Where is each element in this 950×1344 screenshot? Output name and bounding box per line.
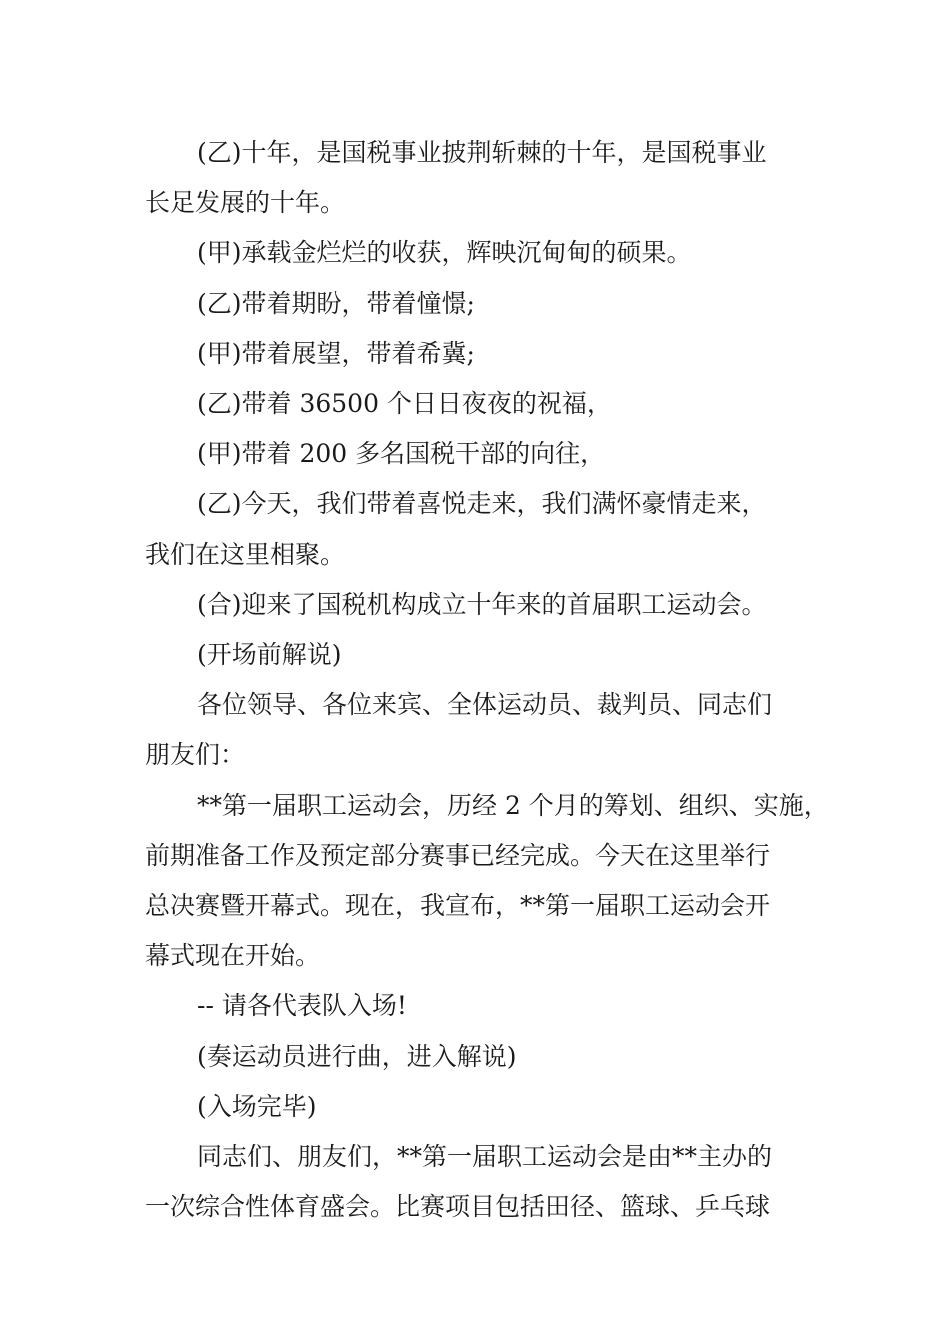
document-body — [145, 128, 829, 1232]
text-line: 各位领导、各位来宾、全体运动员、裁判员、同志们 — [197, 690, 773, 720]
paragraph-3 — [145, 279, 817, 329]
text-line: (奏运动员进行曲，进入解说) — [197, 1041, 517, 1071]
paragraph-13 — [145, 1032, 817, 1082]
paragraph-6 — [145, 429, 817, 479]
paragraph-5 — [145, 379, 817, 429]
paragraph-4 — [145, 329, 817, 379]
text-line: 总决赛暨开幕式。现在，我宣布，**第一届职工运动会开 — [145, 891, 771, 921]
paragraph-7 — [145, 479, 817, 579]
text-line: (乙)十年，是国税事业披荆斩棘的十年，是国税事业 — [197, 138, 767, 167]
paragraph-14 — [145, 1082, 817, 1132]
text-line: 一次综合性体育盛会。比赛项目包括田径、篮球、乒乓球 — [145, 1192, 771, 1222]
text-line: (甲)承载金烂烂的收获，辉映沉甸甸的硕果。 — [197, 238, 692, 268]
text-line: 我们在这里相聚。 — [145, 539, 346, 569]
text-line: (乙)今天，我们带着喜悦走来，我们满怀豪情走来， — [197, 489, 767, 519]
text-line: (乙)带着 36500 个日日夜夜的祝福， — [197, 389, 612, 419]
paragraph-1 — [145, 128, 817, 228]
text-line: (入场完毕) — [197, 1091, 317, 1121]
paragraph-2 — [145, 228, 817, 278]
text-line: **第一届职工运动会，历经 2 个月的筹划、组织、实施， — [197, 790, 829, 820]
text-line: -- 请各代表队入场! — [197, 991, 407, 1021]
text-line: 长足发展的十年。 — [145, 188, 346, 218]
text-line: 同志们、朋友们，**第一届职工运动会是由**主办的 — [197, 1142, 773, 1172]
paragraph-11 — [145, 781, 829, 982]
text-line: 前期准备工作及预定部分赛事已经完成。今天在这里举行 — [145, 840, 771, 870]
paragraph-10 — [145, 680, 817, 780]
text-line: (开场前解说) — [197, 640, 342, 670]
text-line: (甲)带着展望，带着希冀; — [197, 338, 475, 368]
paragraph-8 — [145, 580, 817, 630]
paragraph-15 — [145, 1132, 817, 1232]
text-line: (合)迎来了国税机构成立十年来的首届职工运动会。 — [197, 589, 767, 619]
text-line: 幕式现在开始。 — [145, 941, 321, 971]
text-line: 朋友们： — [145, 740, 246, 770]
text-line: (乙)带着期盼，带着憧憬; — [197, 288, 475, 318]
paragraph-9 — [145, 630, 817, 680]
text-line: (甲)带着 200 多名国税干部的向往， — [197, 439, 606, 469]
paragraph-12 — [145, 981, 817, 1031]
